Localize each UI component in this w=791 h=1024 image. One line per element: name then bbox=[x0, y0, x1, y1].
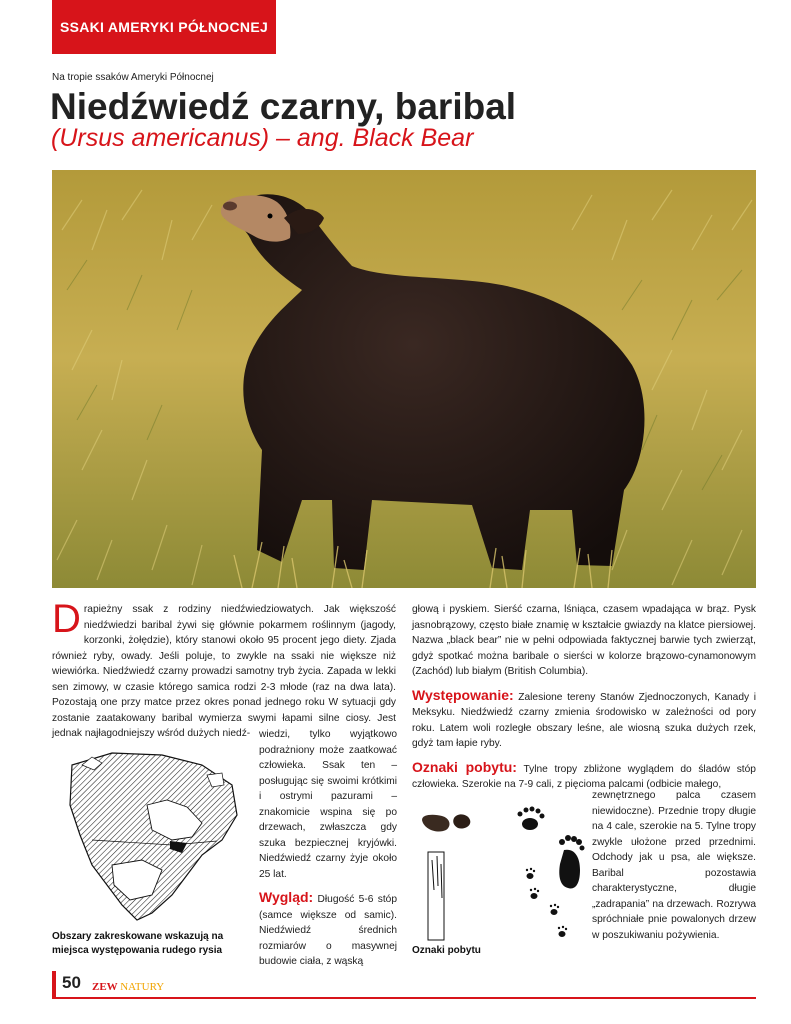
occurrence-text: Zalesione tereny Stanów Zjednoczonych, Kanady i Meksyku. Niedźwiedź czarny zmienia środowisko w zależności od pory roku. Latem woli rozległe obszary leśne, ale wiosną szuka dużych rzek, gdyż tam łapie ryby. bbox=[412, 691, 756, 749]
article-intro-cont bbox=[259, 727, 397, 970]
map-caption: Obszary zakreskowane wskazują na miejsca występowania rudego rysia bbox=[52, 931, 224, 956]
tree-trunk-icon bbox=[428, 852, 444, 940]
section-tab bbox=[52, 0, 276, 54]
signs-heading: Oznaki pobytu: bbox=[412, 758, 517, 775]
article-intro bbox=[52, 597, 396, 742]
tracks-illustration bbox=[412, 790, 592, 945]
paw-print-icon bbox=[518, 807, 585, 938]
range-map bbox=[52, 745, 252, 925]
intro-text-cont: wiedzi, tylko wyjątkowo podrażniony może zaatkować człowieka. Ssak ten – posługując się swoimi krótkimi i ostrymi pazurami – znakomicie wspina się po drzewach, zwłaszcza gdy szuka bezpiecznej kryjówki. Niedźwiedź czarny żyje około 25 lat. bbox=[259, 729, 397, 880]
footer-rule bbox=[52, 997, 756, 999]
dropcap: D bbox=[52, 597, 81, 641]
magazine-logo bbox=[92, 981, 164, 993]
signs-text: Tylne tropy zbliżone wyglądem do śladów stóp człowieka. Szerokie na 7-9 cali, z pięcioma palcami (odbicie małego, bbox=[412, 763, 756, 790]
section-label: SSAKI AMERYKI PÓŁNOCNEJ bbox=[59, 19, 269, 35]
page-number: 50 bbox=[62, 973, 81, 992]
magazine-logo-b: NATURY bbox=[120, 981, 165, 993]
page-subtitle: (Ursus americanus) – ang. Black Bear bbox=[51, 124, 474, 152]
appearance-heading: Wygląd: bbox=[259, 889, 314, 905]
occurrence-heading: Występowanie: bbox=[412, 686, 514, 703]
signs-text-cont: zewnętrznego palca czasem niewidoczne). Przednie tropy długie na 4 cale, szerokie na 5. Tylne tropy zwykle ułożone przed przednimi. Odchody jak u psa, ale większe. Baribal pozostawia charakterystyczne, długie „zadrapania” na drzewach. Rozrywa spróchniałe pnie powalonych drzew w poszukiwaniu pożywienia. bbox=[592, 790, 756, 941]
magazine-logo-a: ZEW bbox=[92, 981, 118, 993]
tracks-caption: Oznaki pobytu bbox=[412, 945, 481, 956]
page-title: Niedźwiedź czarny, baribal bbox=[50, 86, 517, 127]
page-number-bar bbox=[52, 971, 56, 997]
appearance-text: Długość 5-6 stóp (samce większe od samic). Niedźwiedź średnich rozmiarów o masywnej budowie ciała, z wąską bbox=[259, 894, 397, 967]
intro-text: rapieżny ssak z rodziny niedźwiedziowatych. Jak większość niedźwiedzi baribal żywi się głównie pokarmem roślinnym (jagody, korzonki, żołędzie), który stanowi około 95 procent jego diety. Zjada również ryby, owady. Jeśli poluje, to zwykle na ssaki nie większe niż wiewiórka. Niedźwiedź czarny prowadzi samotny tryb życia. Zapada w lekki sen zimowy, w czasie którego samica rodzi 2-3 młode (raz na dwa lata). Pozostają one przy matce przez okres ponad jednego roku W sytuacji gdy zostanie zaatakowany baribal wymierza swymi łapami silne ciosy. Jest jednak najłagodniejszy wśród dużych niedź- bbox=[52, 604, 396, 739]
scat-icon bbox=[422, 814, 470, 831]
appearance-text-cont: głową i pyskiem. Sierść czarna, lśniąca, czasem wpadająca w brąz. Pysk jasnobrązowy, często białe znamię w kształcie gwiazdy na klatce piersiowej. Nazwa „black bear” nie w pełni odpowiada faktycznej barwie tych zwierząt, gdyż spotkać można baribale o sierści w kolorze brązowo-cynamonowym (Zachód) lub białym (British Columbia). bbox=[412, 604, 756, 677]
signs-text-cont-block bbox=[592, 788, 756, 943]
article-right-column bbox=[412, 602, 756, 793]
kicker: Na tropie ssaków Ameryki Północnej bbox=[52, 72, 214, 83]
bear-photo bbox=[52, 170, 756, 588]
